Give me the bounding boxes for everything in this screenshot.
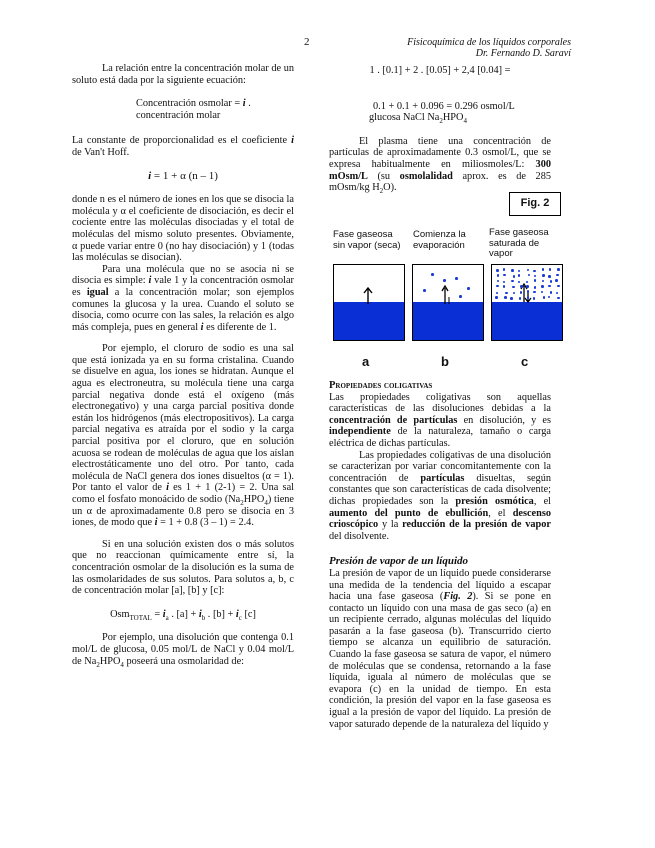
vapor-dot [527,269,530,272]
right-column-top [329,65,551,194]
vapor-dot [555,279,558,282]
vapor-dot [423,289,426,292]
vapor-dot [503,274,506,277]
page-number: 2 [304,36,310,48]
vapor-dot [443,279,446,282]
vapor-dot [542,280,545,283]
paragraph-nacl: Por ejemplo, el cloruro de sodio es una sal que está ionizada ya en su forma cristalina. Cuando se disuelve en agua, los iones se hidratan. Aunque el agua es electroneutra, su molécula tiene una carga parcial negativa donde está el oxígeno (más electronegativo) y una carga parcial positiva donde están los hidrógenos (más electropositivos). La carga parcial negativa es atraída por el sodio y la carga parcial positiva por el cloruro, que en solución acuosa se rodean de moléculas de agua que los aíslan electrostáticamente uno del otro. Por tanto, cada molécula de NaCl genera dos iones disueltos (α = 1). Por tanto el valor de i es 1 + 1 (2-1) = 2. Una sal como el fosfato monoácido de sodio $(Na_2HPO_4)$ tiene un α de aproximadamente 0.8 pero se disocia en 3 iones, de modo que i = 1 + 0.8 (3 – 1) = 2.4. [72,343,294,529]
vapor-dot [548,285,551,288]
vapor-dot [533,270,536,273]
paragraph-coligative-props: Las propiedades coligativas de una disolución se caracterizan por variar concomitantemente con la concentración de partículas disueltas, según constantes que son características de cada disolvente; dichas propiedades son la presión osmótica, el aumento del punto de ebullición, el descenso crioscópico y la reducción de la presión de vapor del disolvente. [329,449,552,542]
section-heading-coligative: Propiedades coligativas [329,380,433,391]
vapor-dot [550,291,553,294]
caption-a: Fase gaseosa sin vapor (seca) [333,229,401,251]
vapor-dot [542,274,545,277]
vapor-dot [550,280,553,283]
vapor-dot [549,268,552,271]
equation-result: 0.1 + 0.1 + 0.096 = 0.296 osmol/L [373,100,515,112]
vapor-dot [513,292,516,295]
vapor-dot [518,270,521,273]
vapor-dot [496,292,499,295]
paragraph-simple: Para una molécula que no se asocia ni se disocia es simple: i vale 1 y la concentración osmolar es igual a la concentración molar; son ejemplos comunes la glucosa y la urea. Cuando el soluto se disocia, como ocurre con las sales, la relación es algo más compleja, pues en general i es diferente de 1. [72,263,294,333]
equation-sum: 1 . [0.1] + 2 . [0.05] + 2,4 [0.04] = [369,65,511,76]
vapor-dot [510,297,513,300]
liquid-a [334,302,404,340]
equation-osmolar-line2: concentración molar [136,109,221,121]
vapor-dot [543,296,546,299]
container-b [412,264,484,341]
paragraph-coligative-def: Las propiedades coligativas son aquellas características de las disoluciones debidas a la concentración de partículas en disolución, y es independiente de la naturaleza, tamaño o carga eléctrica de dichas partículas. [329,391,551,449]
equation-i: i = 1 + α (n – 1) [148,169,218,182]
vapor-dot [512,286,515,289]
equation-osm-total: $Osm_{TOTAL} = i_a$ . $[a] + i_b$ . $[b] + i_c$ [c] [110,608,256,622]
header-author: Dr. Fernando D. Saraví [475,48,571,59]
liquid-b [413,302,483,340]
container-a [333,264,405,341]
figure-label: Fig. 2 [509,192,561,216]
vapor-dot [520,285,523,288]
caption-c: Fase gaseosa saturada de vapor [489,227,549,259]
arrow-up-down-icon [440,285,454,305]
arrow-up-icon [362,287,374,305]
label-a: a [362,354,370,369]
vapor-dot [496,285,499,288]
paragraph-intro: La relación entre la concentración molar de un soluto está dada por la siguiente ecuación: [72,63,294,86]
vapor-dot [557,285,560,288]
vapor-dot [534,286,537,289]
vapor-dot [534,275,537,278]
paragraph-vant-hoff: La constante de proporcionalidad es el coeficiente i de Van't Hoff. [72,135,294,158]
vapor-dot [520,291,523,294]
vapor-dot [497,280,500,283]
vapor-dot [495,296,498,299]
equation-labels: glucosa NaCl $Na_2HPO_4$ [369,112,467,126]
header-title: Fisicoquímica de los líquidos corporales [407,37,571,48]
paragraph-solutes: Si en una solución existen dos o más solutos que no reaccionan químicamente entre sí, la concentración osmolar de la disolución es la suma de las osmolaridades de sus solutos. Para solutos a, b, c de concentración molar [a], [b] y [c]: [72,538,294,597]
paragraph-dissociation: donde n es el número de iones en los que se disocia la molécula y α el coeficiente de disociación, es decir el cociente entre las moléculas disociadas y el total de moléculas del mismo soluto presentes. Obviamente, α puede variar entre 0 (no hay disociación) y 1 (todas las moléculas se disocian). [72,194,294,264]
right-column-bottom [329,380,551,730]
vapor-dot [548,296,551,299]
label-c: c [521,354,529,369]
vapor-dot [557,268,560,271]
paragraph-vapor-pressure: La presión de vapor de un líquido puede considerarse una medida de la tendencia del líquido a escapar hacia una fase gaseosa (Fig. 2). Si se pone en contacto un líquido con una masa de gas seco (a) en un recipiente cerrado, algunas moléculas del líquido pasarán a la fase gaseosa (b). Transcurrido cierto tiempo se alcanza un equilibrio de saturación. Cuando la fase gaseosa se satura de vapor, el número de moléculas que se condensa, retornando a la fase líquida, iguala al número de moléculas que se evapora (c) en la unidad de tiempo. En esta condición, la presión del vapor en la fase gaseosa es igual a la presión de vapor del líquido. La presión de vapor saturado depende de la naturaleza del líquido y [329,567,551,730]
caption-b: Comienza la evaporación [413,229,466,251]
label-b: b [441,354,449,369]
vapor-dot [527,290,530,293]
vapor-dot [556,292,559,295]
vapor-dot [528,274,531,277]
vapor-dot [503,285,506,288]
vapor-dot [497,274,500,277]
vapor-dot [511,269,514,272]
vapor-dot [431,273,434,276]
vapor-dot [455,277,458,280]
vapor-dot [459,295,462,298]
vapor-dot [467,287,470,290]
liquid-c [492,302,562,340]
vapor-dot [542,268,545,271]
container-c [491,264,563,341]
vapor-dot [548,275,551,278]
paragraph-plasma: El plasma tiene una concentración de partículas de aproximadamente 0.3 osmol/L, que se expresa habitualmente en miliosmoles/L: 300 mOsm/L (su osmolalidad aprox. es de 285 mOsm/kg $H_2O$). [329,135,551,196]
vapor-dot [533,297,536,300]
vapor-dot [534,279,537,282]
vapor-dot [533,291,536,294]
vapor-dot [503,281,506,284]
vapor-dot [511,280,514,283]
paragraph-example: Por ejemplo, una disolución que contenga 0.1 mol/L de glucosa, 0.05 mol/L de NaCl y 0.04 mol/L de $Na_2HPO_4$ poseerá una osmolaridad de: [72,632,294,669]
vapor-dot [505,292,508,295]
vapor-dot [556,274,559,277]
vapor-dot [513,275,516,278]
vapor-dot [504,296,507,299]
vapor-dot [541,285,544,288]
left-column [72,63,294,667]
vapor-dot [557,297,560,300]
equation-osmolar: Concentración osmolar = i . [136,98,251,110]
section-heading-vapor: Presión de vapor de un líquido [329,555,469,568]
vapor-dot [541,291,544,294]
vapor-dot [496,269,499,272]
vapor-dot [518,274,521,277]
vapor-dot [503,268,506,271]
vapor-dot [526,285,529,288]
figure-2 [329,192,560,388]
